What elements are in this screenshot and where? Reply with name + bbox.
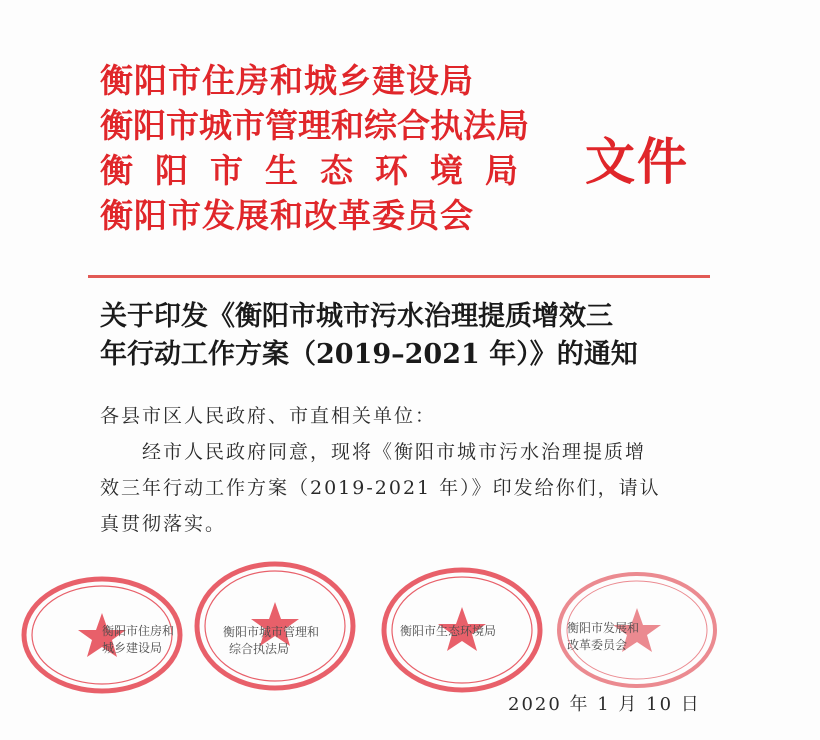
seal-ecology-label-1: 衡阳市生态环境局 — [400, 624, 497, 638]
red-divider — [88, 275, 710, 278]
issuer-ecology: 衡阳市生态环境局 — [100, 151, 540, 190]
seal-development-reform — [555, 570, 720, 690]
seal-ecology — [380, 565, 545, 695]
title-line-2: 年行动工作方案（2019–2021 年）》的通知 — [100, 339, 638, 370]
issuer-list — [100, 58, 590, 238]
document-date: 2020 年 1 月 10 日 — [508, 694, 701, 715]
paragraph-line-2: 效三年行动工作方案（2019-2021 年）》印发给你们，请认 — [100, 477, 661, 499]
issuer-urban-management: 衡阳市城市管理和综合执法局 — [100, 106, 529, 145]
seal-housing — [20, 575, 185, 695]
seal-housing-label-1: 衡阳市住房和 — [102, 624, 175, 638]
seal-development-reform-label-2: 改革委员会 — [567, 638, 628, 652]
seal-urban-management-label-2: 综合执法局 — [229, 642, 290, 656]
issuer-housing: 衡阳市住房和城乡建设局 — [100, 61, 474, 100]
issuer-development-reform: 衡阳市发展和改革委员会 — [100, 196, 474, 235]
seal-urban-management — [193, 560, 358, 692]
paragraph-line-1: 经市人民政府同意，现将《衡阳市城市污水治理提质增 — [142, 441, 647, 463]
salutation: 各县市区人民政府、市直相关单位： — [100, 405, 437, 427]
paragraph-line-3: 真贯彻落实。 — [100, 513, 227, 535]
document-body — [100, 398, 700, 542]
title-line-1: 关于印发《衡阳市城市污水治理提质增效三 — [100, 301, 613, 332]
seal-housing-label-2: 城乡建设局 — [102, 641, 163, 655]
document-word: 文件 — [585, 132, 689, 191]
seal-urban-management-label-1: 衡阳市城市管理和 — [223, 625, 320, 639]
document-title — [100, 298, 720, 374]
seal-development-reform-label-1: 衡阳市发展和 — [567, 621, 640, 635]
